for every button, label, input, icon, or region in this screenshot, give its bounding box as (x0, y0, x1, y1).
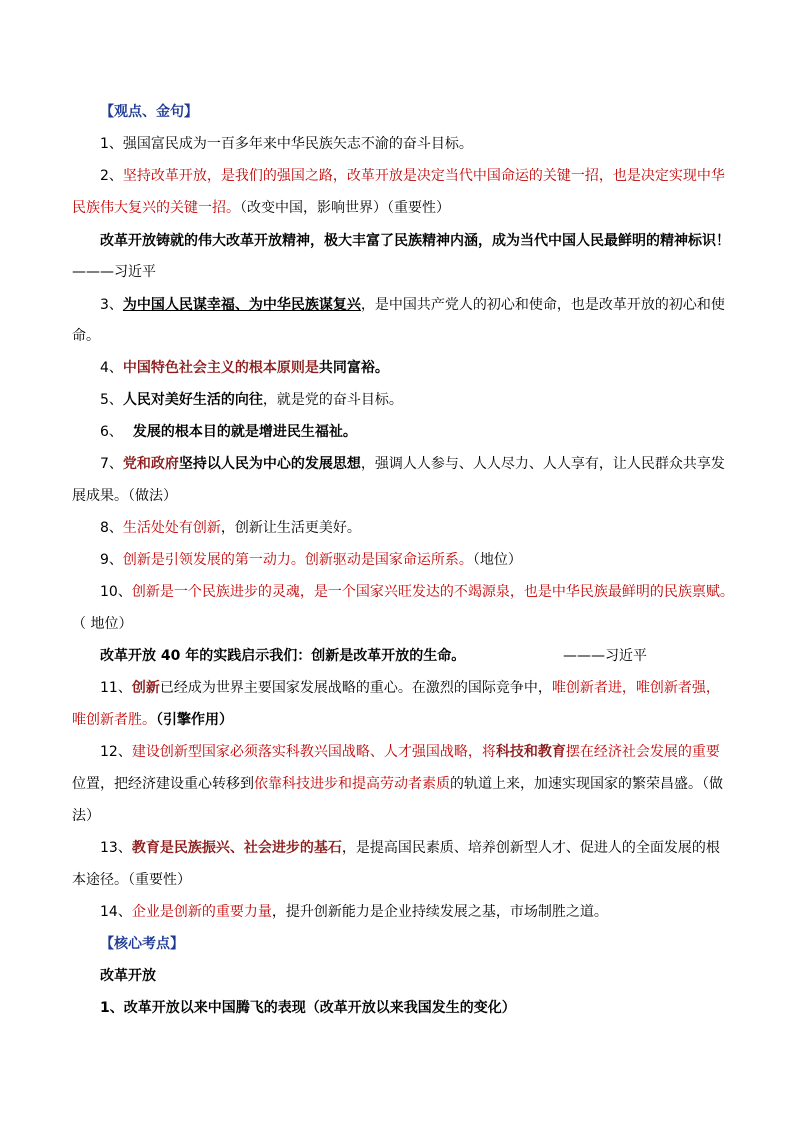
quote-xi-1-author: ———习近平 (72, 264, 156, 280)
item-6: 6、 发展的根本目的就是增进民生福祉。 (100, 424, 357, 440)
quote-xi-2: 改革开放 40 年的实践启示我们：创新是改革开放的生命。 (100, 648, 466, 664)
item-4: 4、中国特色社会主义的根本原则是共同富裕。 (100, 360, 389, 376)
item-3: 3、为中国人民谋幸福、为中华民族谋复兴，是中国共产党人的初心和使命，也是改革开放的初心和使 (100, 297, 725, 313)
item-10-cont: （ 地位） (72, 616, 133, 632)
item-14: 14、企业是创新的重要力量，提升创新能力是企业持续发展之基，市场制胜之道。 (100, 904, 608, 920)
item-11: 11、创新已经成为世界主要国家发展战略的重心。在激烈的国际竞争中，唯创新者进，唯创新者强， (100, 680, 720, 696)
item-13-cont: 本途径。（重要性） (72, 872, 191, 888)
item-13: 13、教育是民族振兴、社会进步的基石，是提高国民素质、培养创新型人才、促进人的全面发展的根 (100, 840, 720, 856)
section-heading-views: 【观点、金句】 (100, 104, 198, 120)
section-heading-core: 【核心考点】 (100, 936, 184, 952)
item-2-cont: 民族伟大复兴的关键一招。（改变中国，影响世界）（重要性） (72, 200, 450, 216)
quote-xi-2-author: ———习近平 (563, 648, 647, 664)
item-3-cont: 命。 (72, 328, 100, 344)
item-7: 7、党和政府坚持以人民为中心的发展思想，强调人人参与、人人尽力、人人享有，让人民群众共享发 (100, 456, 725, 472)
item-8: 8、生活处处有创新，创新让生活更美好。 (100, 520, 361, 536)
item-12: 12、建设创新型国家必须落实科教兴国战略、人才强国战略，将科技和教育摆在经济社会发展的重要 (100, 744, 720, 760)
item-5: 5、人民对美好生活的向往，就是党的奋斗目标。 (100, 392, 403, 408)
core-question-1: 1、改革开放以来中国腾飞的表现（改革开放以来我国发生的变化） (100, 1000, 516, 1016)
item-7-cont: 展成果。（做法） (72, 488, 177, 504)
item-9: 9、创新是引领发展的第一动力。创新驱动是国家命运所系。（地位） (100, 552, 522, 568)
core-subheading: 改革开放 (100, 968, 156, 984)
item-12-cont-2: 法） (72, 808, 100, 824)
item-2: 2、坚持改革开放，是我们的强国之路，改革开放是决定当代中国命运的关键一招，也是决定实现中华 (100, 168, 725, 184)
item-11-cont: 唯创新者胜。（引擎作用） (72, 712, 233, 728)
item-10: 10、创新是一个民族进步的灵魂，是一个国家兴旺发达的不竭源泉，也是中华民族最鲜明的民族禀赋。 (100, 584, 734, 600)
item-12-cont: 位置，把经济建设重心转移到依靠科技进步和提高劳动者素质的轨道上来，加速实现国家的繁荣昌盛。（做 (72, 776, 723, 792)
item-1: 1、强国富民成为一百多年来中华民族矢志不渝的奋斗目标。 (100, 136, 473, 152)
quote-xi-1: 改革开放铸就的伟大改革开放精神，极大丰富了民族精神内涵，成为当代中国人民最鲜明的精神标识！ (100, 233, 730, 249)
